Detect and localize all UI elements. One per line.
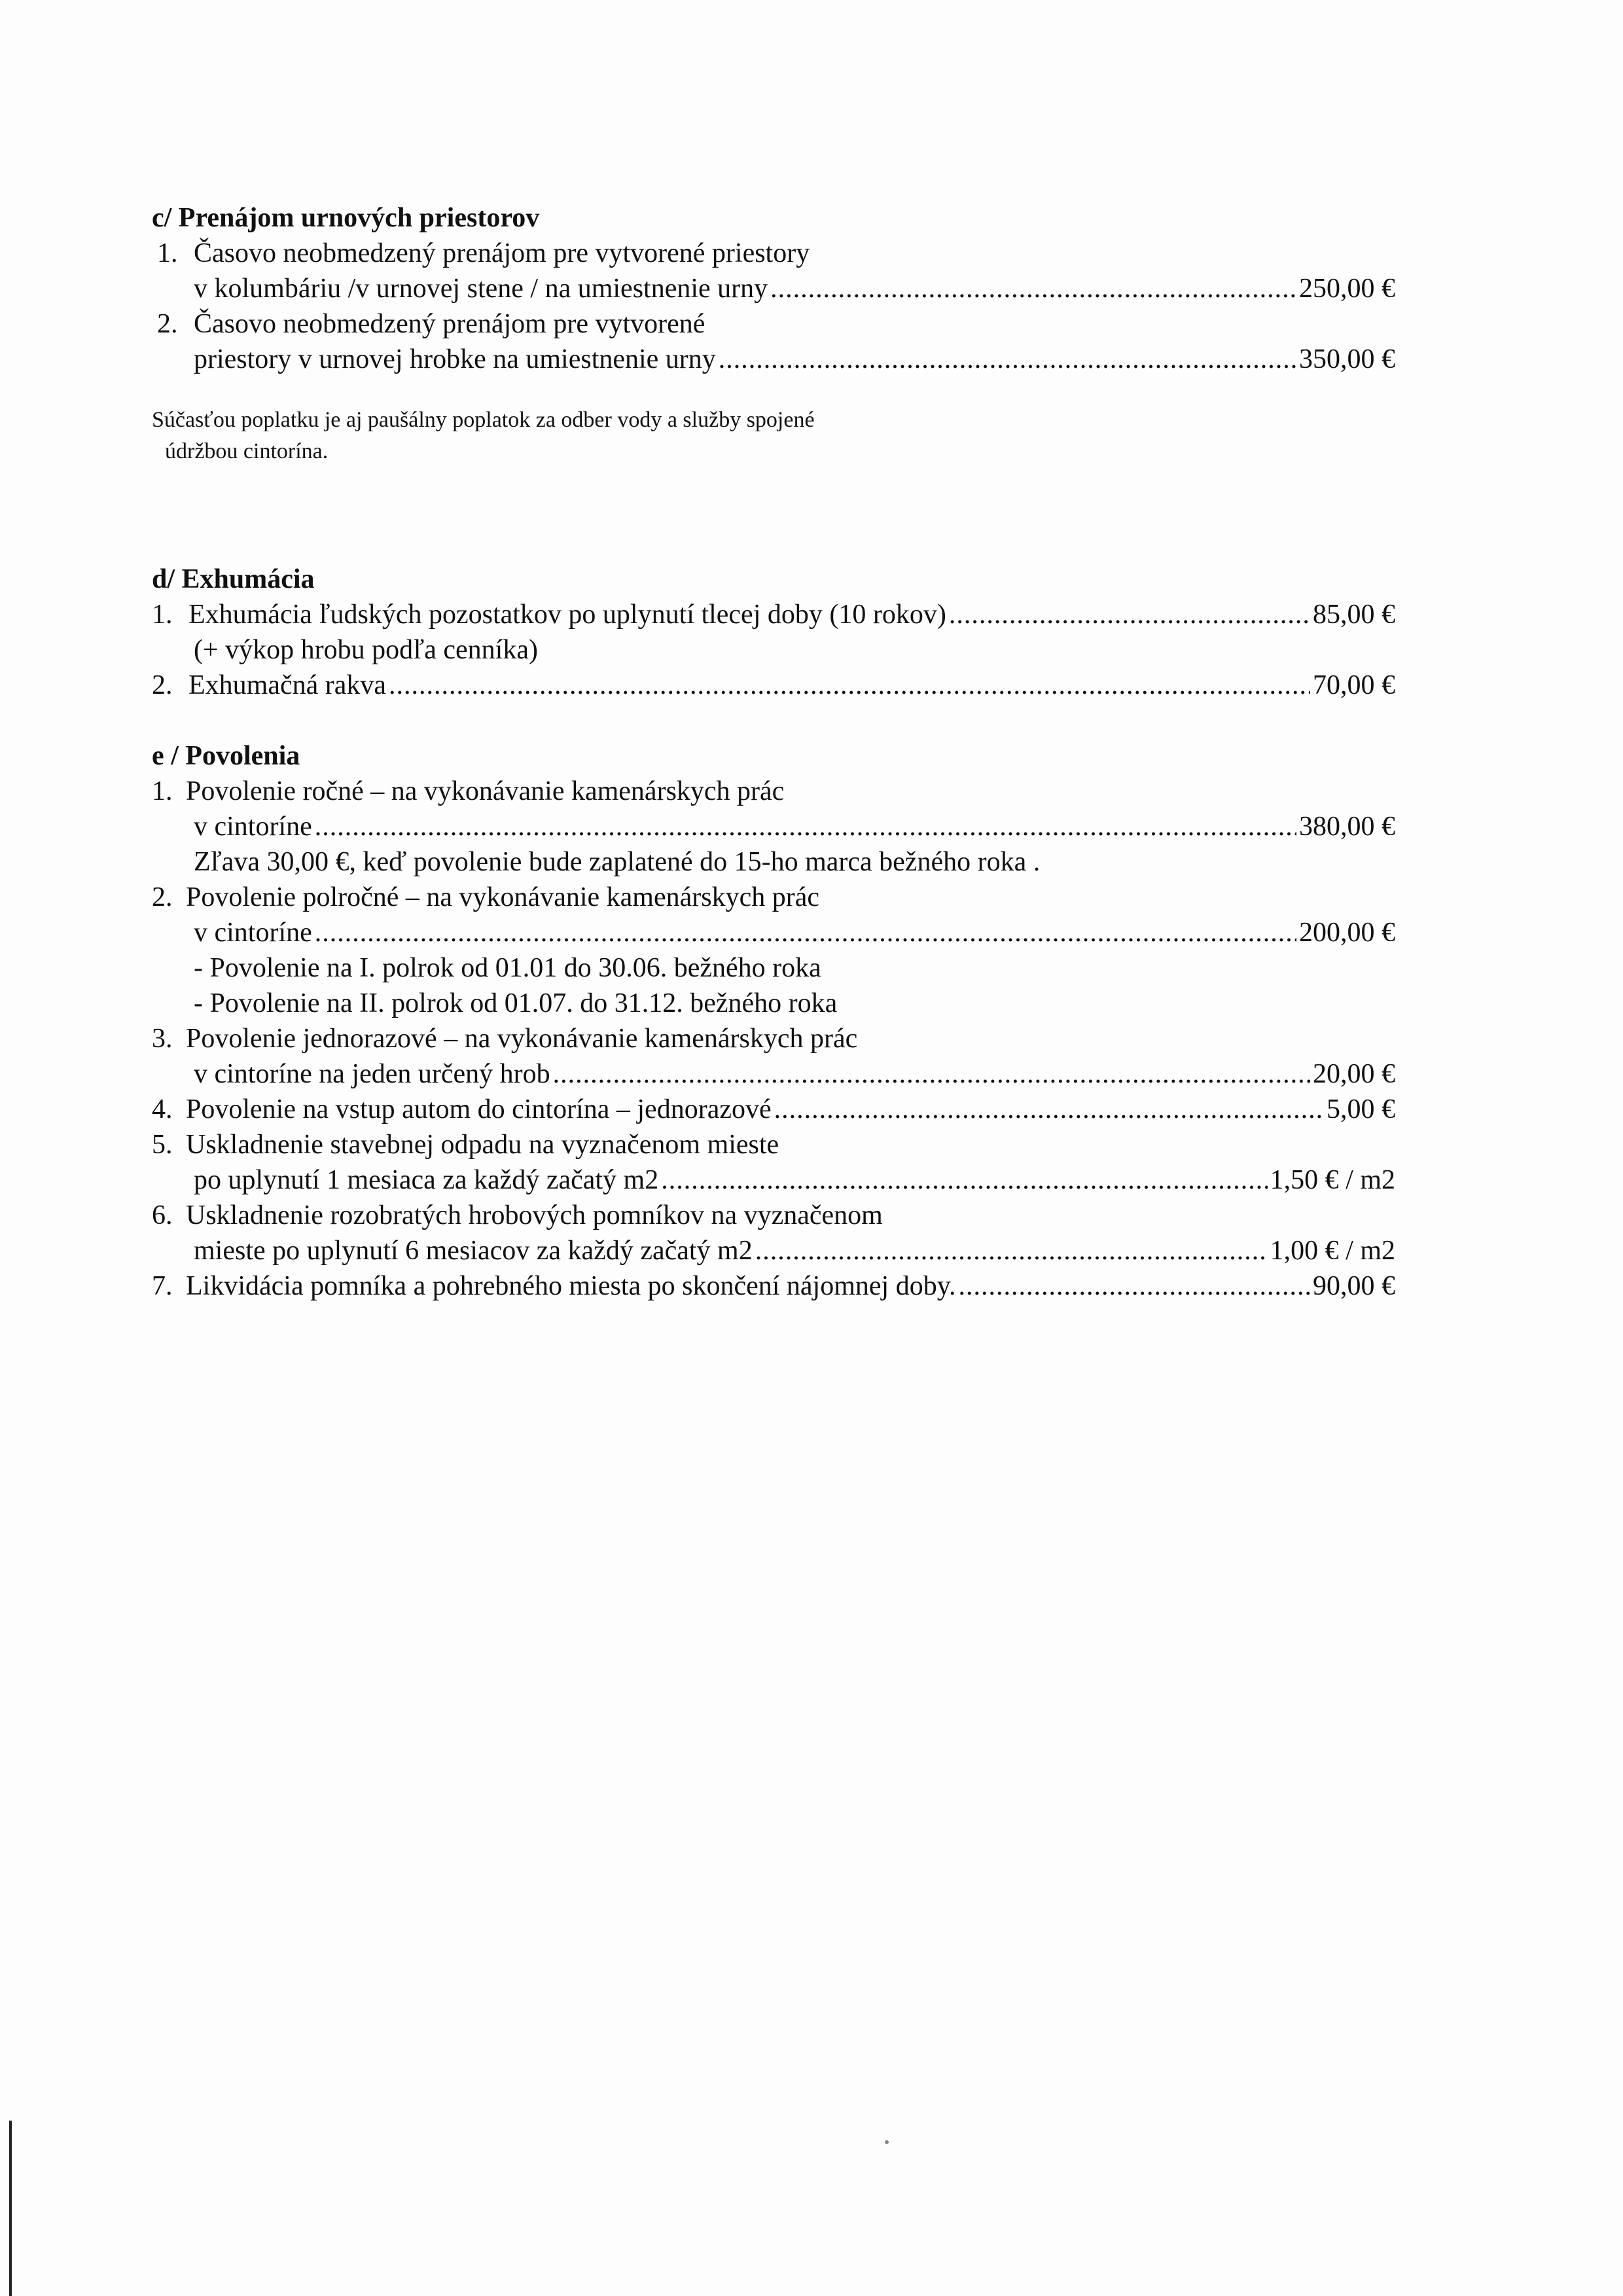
section-permits — [152, 738, 1395, 1304]
item-text: po uplynutí 1 mesiaca za každý začatý m2 — [194, 1165, 659, 1195]
item-text: Povolenie ročné – na vykonávanie kamenárskych prác — [186, 776, 785, 806]
list-item — [152, 1268, 1395, 1304]
list-item — [152, 880, 1395, 915]
list-item-continuation — [152, 271, 1395, 306]
section-heading: d/ Exhumácia — [152, 564, 315, 594]
item-number: 1. — [152, 776, 173, 806]
item-text: Exhumačná rakva — [188, 670, 387, 700]
item-number: 6. — [152, 1200, 173, 1230]
item-price: 200,00 € — [1299, 918, 1395, 948]
list-item-continuation — [152, 1162, 1395, 1198]
list-item-continuation — [152, 1233, 1395, 1268]
section-exhumation — [152, 562, 1395, 703]
item-number: 1. — [157, 238, 178, 268]
item-price: 250,00 € — [1299, 274, 1395, 304]
list-item-continuation — [152, 986, 1395, 1021]
item-text: Uskladnenie stavebnej odpadu na vyznačenom mieste — [186, 1130, 779, 1160]
list-item — [152, 1198, 1395, 1233]
dot-leader — [315, 915, 1296, 950]
section-urn-spaces — [152, 200, 1395, 377]
item-text: v cintoríne — [194, 918, 312, 948]
note-text: Súčasťou poplatku je aj paušálny poplatok za odber vody a služby spojené — [152, 408, 815, 432]
item-text: priestory v urnovej hrobke na umiestnenie urny — [194, 344, 716, 374]
list-item — [152, 236, 1395, 271]
item-price: 90,00 € — [1313, 1271, 1395, 1301]
dot-leader — [755, 1233, 1268, 1268]
item-price: 1,50 € / m2 — [1270, 1165, 1395, 1195]
note-text: údržbou cintorína. — [165, 439, 329, 463]
dot-leader — [774, 1092, 1324, 1127]
dot-leader — [553, 1056, 1310, 1092]
scan-speck — [885, 2140, 889, 2144]
item-number: 7. — [152, 1271, 173, 1301]
item-text: Uskladnenie rozobratých hrobových pomníkov na vyznačenom — [186, 1200, 883, 1230]
item-price: 350,00 € — [1299, 344, 1395, 374]
item-text: Exhumácia ľudských pozostatkov po uplynutí tlecej doby (10 rokov) — [188, 600, 946, 630]
dot-leader — [949, 597, 1310, 632]
item-number: 1. — [152, 600, 173, 630]
item-text: Povolenie polročné – na vykonávanie kamenárskych prác — [186, 882, 819, 912]
list-item-continuation — [152, 915, 1395, 950]
dot-leader — [315, 809, 1296, 844]
item-price: 85,00 € — [1313, 600, 1395, 630]
item-text: v kolumbáriu /v urnovej stene / na umiestnenie urny — [194, 274, 768, 304]
item-text: Povolenie na vstup autom do cintorína – jednorazové — [186, 1094, 772, 1124]
item-number: 3. — [152, 1024, 173, 1054]
item-text: v cintoríne — [194, 812, 312, 842]
list-item-continuation — [152, 809, 1395, 844]
item-text: v cintoríne na jeden určený hrob — [194, 1059, 550, 1089]
section-heading: e / Povolenia — [152, 741, 300, 771]
item-number: 2. — [152, 882, 173, 912]
item-text: - Povolenie na I. polrok od 01.01 do 30.06. bežného roka — [194, 953, 821, 983]
item-number: 2. — [152, 670, 173, 700]
item-text: mieste po uplynutí 6 mesiacov za každý začatý m2 — [194, 1236, 753, 1266]
item-price: 380,00 € — [1299, 812, 1395, 842]
item-number: 4. — [152, 1094, 173, 1124]
item-number: 2. — [157, 309, 178, 339]
list-item-continuation — [152, 342, 1395, 377]
item-price: 1,00 € / m2 — [1270, 1236, 1395, 1266]
dot-leader — [661, 1162, 1267, 1198]
section-heading: c/ Prenájom urnových priestorov — [152, 203, 540, 233]
item-price: 70,00 € — [1313, 670, 1395, 700]
list-item — [152, 1127, 1395, 1162]
item-text: Povolenie jednorazové – na vykonávanie kamenárskych prác — [186, 1024, 858, 1054]
section-note — [152, 404, 1395, 467]
list-item — [152, 1021, 1395, 1056]
list-item-continuation — [152, 950, 1395, 986]
item-price: 20,00 € — [1313, 1059, 1395, 1089]
dot-leader — [389, 668, 1310, 703]
item-text: Časovo neobmedzený prenájom pre vytvorené — [194, 309, 705, 339]
item-text: Likvidácia pomníka a pohrebného miesta po skončení nájomnej doby. — [186, 1271, 956, 1301]
item-text: - Povolenie na II. polrok od 01.07. do 31.12. bežného roka — [194, 988, 838, 1018]
list-item-continuation — [152, 1056, 1395, 1092]
dot-leader — [770, 271, 1296, 306]
list-item — [152, 306, 1395, 342]
item-number: 5. — [152, 1130, 173, 1160]
dot-leader — [719, 342, 1296, 377]
item-text: Časovo neobmedzený prenájom pre vytvorené priestory — [194, 238, 810, 268]
list-item — [152, 597, 1395, 632]
list-item — [152, 1092, 1395, 1127]
list-item-continuation — [152, 632, 1395, 668]
dot-leader — [958, 1268, 1310, 1304]
item-text: (+ výkop hrobu podľa cenníka) — [194, 635, 538, 665]
list-item-continuation — [152, 844, 1395, 880]
list-item — [152, 668, 1395, 703]
scan-edge-line — [9, 2121, 12, 2296]
item-text: Zľava 30,00 €, keď povolenie bude zaplatené do 15-ho marca bežného roka . — [194, 847, 1041, 877]
item-price: 5,00 € — [1327, 1094, 1395, 1124]
list-item — [152, 774, 1395, 809]
